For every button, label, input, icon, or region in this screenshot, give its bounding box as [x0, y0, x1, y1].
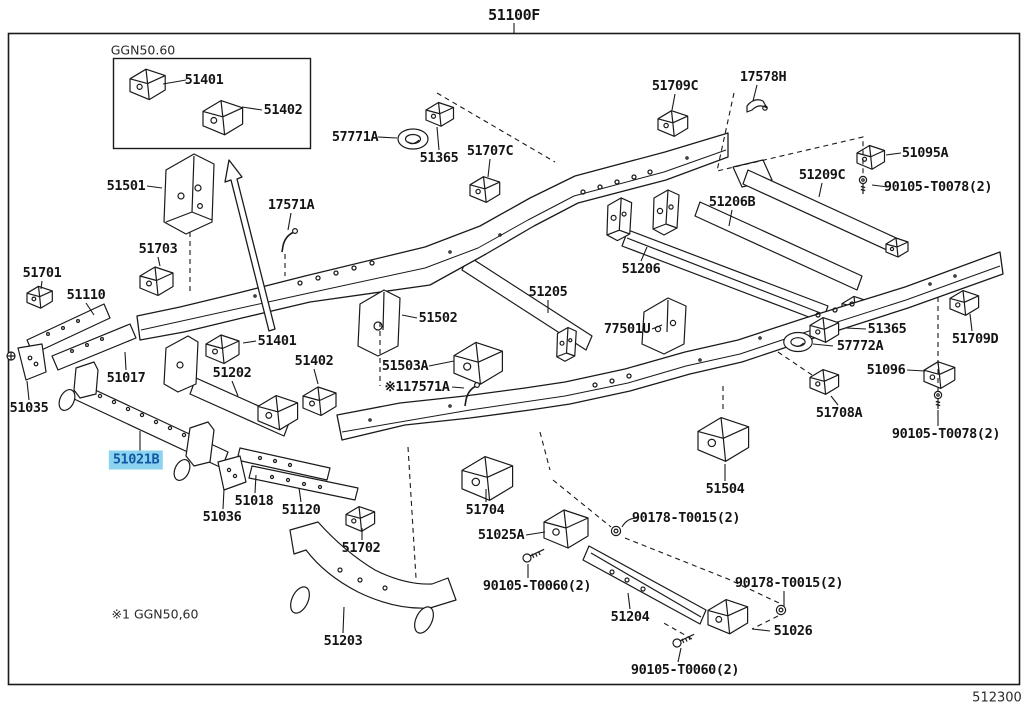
part-label-51203: 51203 [323, 633, 363, 649]
part-label-51202: 51202 [212, 365, 252, 381]
part-label-51504: 51504 [705, 481, 745, 497]
part-label-51095a: 51095A [901, 145, 949, 161]
part-label-51209c: 51209C [798, 167, 846, 183]
part-label-90105-t0078-2: 90105-T0078(2) [883, 179, 993, 195]
part-label-57772a: 57772A [836, 338, 884, 354]
part-label-90105-t0078-2-2: 90105-T0078(2) [891, 426, 1001, 442]
part-label-17578h: 17578H [739, 69, 787, 85]
part-label-51025a: 51025A [477, 527, 525, 543]
part-label-51701: 51701 [22, 265, 62, 281]
part-label-51110: 51110 [66, 287, 106, 303]
part-label-51205: 51205 [528, 284, 568, 300]
part-label-90178-t0015-2: 90178-T0015(2) [631, 510, 741, 526]
part-label-51100f: 51100F [488, 6, 540, 24]
part-label-51703: 51703 [138, 241, 178, 257]
part-label-ggn50-60: GGN50.60 [110, 42, 176, 58]
highlighted-part-label-51021b: 51021B [109, 451, 163, 470]
part-label-51401: 51401 [184, 72, 224, 88]
part-label-51026: 51026 [773, 623, 813, 639]
part-label-90105-t0060-2: 90105-T0060(2) [482, 578, 592, 594]
part-label-51120: 51120 [281, 502, 321, 518]
part-label-77501u: 77501U [603, 321, 651, 337]
part-label-51709d: 51709D [951, 331, 999, 347]
part-label-51708a: 51708A [815, 405, 863, 421]
part-label-51365-2: 51365 [867, 321, 907, 337]
part-label-17571a: 17571A [267, 197, 315, 213]
part-label-51096: 51096 [866, 362, 906, 378]
part-label-51503a: 51503A [381, 358, 429, 374]
part-label-51709c: 51709C [651, 78, 699, 94]
part-label-51401-2: 51401 [257, 333, 297, 349]
part-label-51036: 51036 [202, 509, 242, 525]
part-label-90178-t0015-2-2: 90178-T0015(2) [734, 575, 844, 591]
part-label-90105-t0060-2-2: 90105-T0060(2) [630, 662, 740, 678]
part-label-51017: 51017 [106, 370, 146, 386]
part-label-51365: 51365 [419, 150, 459, 166]
part-label-51501: 51501 [106, 178, 146, 194]
part-label-51402: 51402 [263, 102, 303, 118]
part-label-51402-2: 51402 [294, 353, 334, 369]
part-label-51035: 51035 [9, 400, 49, 416]
part-label-51206b: 51206B [708, 194, 756, 210]
part-label-51702: 51702 [341, 540, 381, 556]
part-label-512300: 512300 [972, 690, 1022, 706]
part-label-57771a: 57771A [331, 129, 379, 145]
part-label-117571a: ※117571A [384, 379, 450, 395]
part-label-51206: 51206 [621, 261, 661, 277]
part-label-51502: 51502 [418, 310, 458, 326]
part-label-51018: 51018 [234, 493, 274, 509]
part-label-51707c: 51707C [466, 143, 514, 159]
part-label-1-ggn50-60: ※1 GGN50,60 [111, 606, 199, 622]
leader-lines [27, 23, 972, 662]
part-label-51204: 51204 [610, 609, 650, 625]
part-label-51704: 51704 [465, 502, 505, 518]
